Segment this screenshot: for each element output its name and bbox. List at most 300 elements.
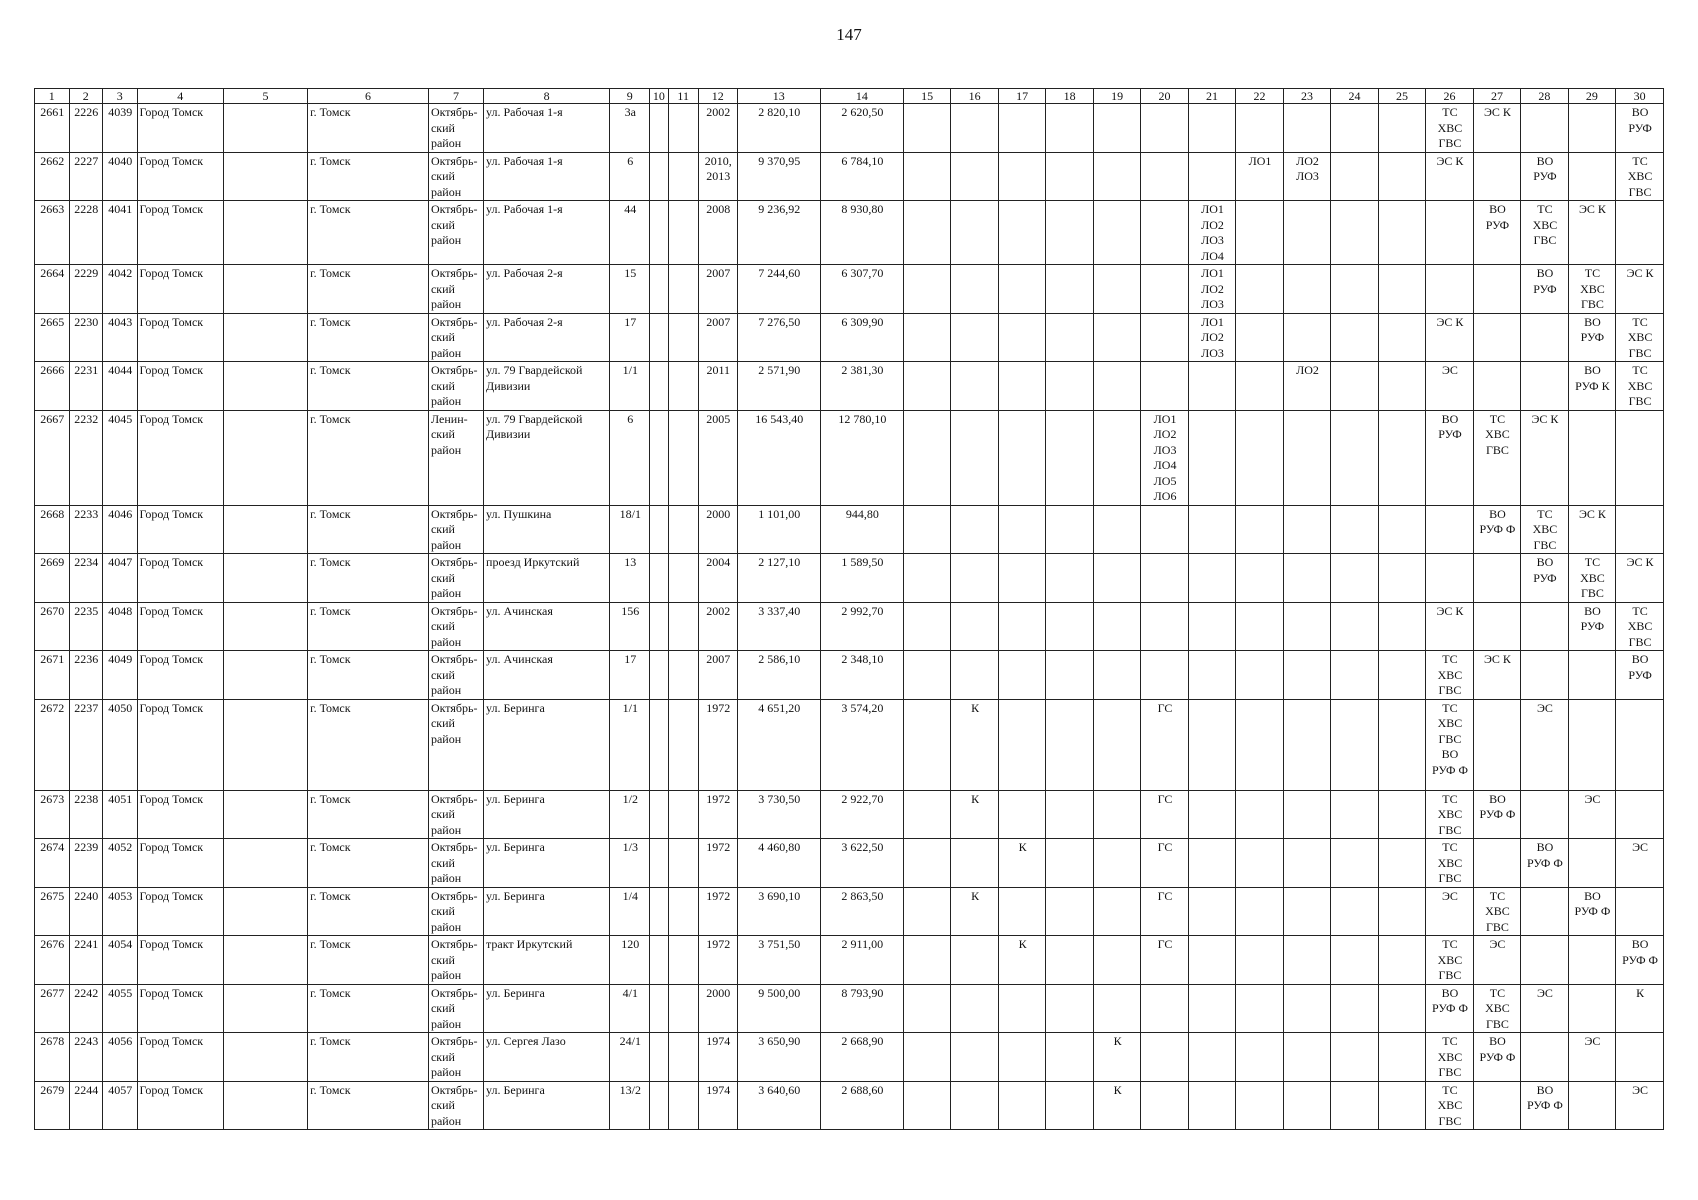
table-cell-col-2: 2234 [69, 554, 102, 603]
table-cell-col-29 [1568, 936, 1615, 985]
column-header-6: 6 [308, 89, 429, 104]
table-cell-col-29: ВО РУФ К [1568, 362, 1615, 411]
table-cell-col-6: г. Томск [308, 936, 429, 985]
table-cell-col-1: 2676 [35, 936, 70, 985]
table-cell-col-12: 1974 [698, 1033, 737, 1082]
table-cell-col-30 [1616, 887, 1664, 936]
table-cell-col-22 [1236, 554, 1283, 603]
table-cell-col-30: ТС ХВС ГВС [1616, 362, 1664, 411]
table-cell-col-21 [1188, 410, 1235, 505]
table-cell-col-5 [223, 887, 307, 936]
table-cell-col-15 [903, 265, 950, 314]
table-cell-col-18 [1046, 410, 1093, 505]
column-header-19: 19 [1093, 89, 1140, 104]
table-cell-col-20 [1141, 602, 1188, 651]
table-row [35, 362, 1664, 411]
table-cell-col-20 [1141, 265, 1188, 314]
table-cell-col-12: 2000 [698, 505, 737, 554]
table-cell-col-9: 4/1 [610, 984, 650, 1033]
table-cell-col-4: Город Томск [137, 505, 223, 554]
table-cell-col-23 [1283, 936, 1330, 985]
table-cell-col-7: Октябрь- ский район [428, 554, 483, 603]
table-cell-col-21 [1188, 790, 1235, 839]
table-cell-col-16 [951, 410, 998, 505]
table-cell-col-19 [1093, 104, 1140, 153]
table-cell-col-15 [903, 790, 950, 839]
table-cell-col-18 [1046, 554, 1093, 603]
table-cell-col-8: ул. Сергея Лазо [484, 1033, 610, 1082]
table-cell-col-15 [903, 505, 950, 554]
table-cell-col-24 [1331, 699, 1378, 790]
table-cell-col-15 [903, 201, 950, 265]
table-cell-col-6: г. Томск [308, 554, 429, 603]
table-cell-col-14: 2 863,50 [820, 887, 903, 936]
table-cell-col-7: Октябрь- ский район [428, 699, 483, 790]
table-cell-col-14: 6 307,70 [820, 265, 903, 314]
table-cell-col-22 [1236, 936, 1283, 985]
table-cell-col-16: К [951, 699, 998, 790]
table-cell-col-16 [951, 265, 998, 314]
table-cell-col-21 [1188, 554, 1235, 603]
table-cell-col-11 [668, 554, 698, 603]
table-cell-col-24 [1331, 505, 1378, 554]
table-cell-col-10 [650, 265, 668, 314]
table-cell-col-8: ул. Беринга [484, 839, 610, 888]
table-cell-col-20: ГС [1141, 936, 1188, 985]
table-cell-col-23 [1283, 410, 1330, 505]
table-cell-col-22 [1236, 790, 1283, 839]
table-cell-col-22 [1236, 104, 1283, 153]
table-cell-col-3: 4049 [102, 651, 137, 700]
table-cell-col-10 [650, 505, 668, 554]
table-cell-col-29: ВО РУФ Ф [1568, 887, 1615, 936]
table-cell-col-21 [1188, 362, 1235, 411]
table-cell-col-24 [1331, 1081, 1378, 1130]
table-cell-col-30: ВО РУФ [1616, 104, 1664, 153]
table-cell-col-1: 2666 [35, 362, 70, 411]
table-cell-col-3: 4045 [102, 410, 137, 505]
table-cell-col-4: Город Томск [137, 152, 223, 201]
table-cell-col-15 [903, 602, 950, 651]
table-cell-col-3: 4052 [102, 839, 137, 888]
table-cell-col-20 [1141, 201, 1188, 265]
table-cell-col-28: ВО РУФ [1521, 554, 1568, 603]
table-cell-col-21: ЛО1 ЛО2 ЛО3 [1188, 313, 1235, 362]
table-cell-col-10 [650, 152, 668, 201]
table-cell-col-12: 2005 [698, 410, 737, 505]
table-cell-col-2: 2229 [69, 265, 102, 314]
table-cell-col-2: 2237 [69, 699, 102, 790]
table-cell-col-11 [668, 839, 698, 888]
table-cell-col-10 [650, 1033, 668, 1082]
table-cell-col-22 [1236, 265, 1283, 314]
table-cell-col-7: Ленин- ский район [428, 410, 483, 505]
table-cell-col-11 [668, 936, 698, 985]
table-cell-col-1: 2669 [35, 554, 70, 603]
table-cell-col-1: 2668 [35, 505, 70, 554]
table-cell-col-23 [1283, 554, 1330, 603]
table-cell-col-2: 2232 [69, 410, 102, 505]
table-cell-col-22 [1236, 887, 1283, 936]
table-cell-col-8: проезд Иркутский [484, 554, 610, 603]
table-cell-col-17 [998, 554, 1045, 603]
table-cell-col-13: 7 244,60 [737, 265, 820, 314]
table-cell-col-25 [1378, 265, 1425, 314]
table-cell-col-12: 2002 [698, 104, 737, 153]
table-cell-col-23 [1283, 984, 1330, 1033]
table-cell-col-23 [1283, 201, 1330, 265]
table-cell-col-9: 156 [610, 602, 650, 651]
table-cell-col-16 [951, 152, 998, 201]
table-cell-col-7: Октябрь- ский район [428, 936, 483, 985]
page-number: 147 [836, 25, 862, 44]
table-cell-col-13: 4 460,80 [737, 839, 820, 888]
table-cell-col-30 [1616, 505, 1664, 554]
table-cell-col-1: 2671 [35, 651, 70, 700]
table-cell-col-10 [650, 1081, 668, 1130]
table-cell-col-13: 9 370,95 [737, 152, 820, 201]
table-cell-col-12: 2007 [698, 265, 737, 314]
table-cell-col-25 [1378, 790, 1425, 839]
table-cell-col-22 [1236, 410, 1283, 505]
table-cell-col-26: ТС ХВС ГВС [1426, 1081, 1473, 1130]
column-header-14: 14 [820, 89, 903, 104]
table-cell-col-12: 2008 [698, 201, 737, 265]
table-cell-col-24 [1331, 104, 1378, 153]
table-cell-col-24 [1331, 1033, 1378, 1082]
table-row [35, 936, 1664, 985]
table-cell-col-27: ВО РУФ Ф [1473, 1033, 1520, 1082]
table-cell-col-14: 12 780,10 [820, 410, 903, 505]
table-cell-col-25 [1378, 505, 1425, 554]
table-cell-col-27 [1473, 265, 1520, 314]
table-cell-col-1: 2663 [35, 201, 70, 265]
column-header-11: 11 [668, 89, 698, 104]
table-cell-col-30: ВО РУФ [1616, 651, 1664, 700]
table-row [35, 839, 1664, 888]
table-cell-col-6: г. Томск [308, 1081, 429, 1130]
table-cell-col-28 [1521, 602, 1568, 651]
table-cell-col-22 [1236, 1081, 1283, 1130]
table-cell-col-2: 2233 [69, 505, 102, 554]
table-cell-col-15 [903, 651, 950, 700]
table-cell-col-8: ул. Рабочая 1-я [484, 152, 610, 201]
table-cell-col-23 [1283, 839, 1330, 888]
table-cell-col-3: 4051 [102, 790, 137, 839]
table-cell-col-12: 2004 [698, 554, 737, 603]
table-cell-col-3: 4048 [102, 602, 137, 651]
table-cell-col-6: г. Томск [308, 839, 429, 888]
column-header-26: 26 [1426, 89, 1473, 104]
table-cell-col-5 [223, 699, 307, 790]
table-cell-col-3: 4050 [102, 699, 137, 790]
table-cell-col-20: ГС [1141, 699, 1188, 790]
table-cell-col-29 [1568, 651, 1615, 700]
table-cell-col-23 [1283, 602, 1330, 651]
table-cell-col-19 [1093, 887, 1140, 936]
table-cell-col-9: 15 [610, 265, 650, 314]
table-row [35, 1033, 1664, 1082]
table-cell-col-7: Октябрь- ский район [428, 602, 483, 651]
table-cell-col-17 [998, 104, 1045, 153]
table-cell-col-23 [1283, 313, 1330, 362]
table-cell-col-25 [1378, 984, 1425, 1033]
table-cell-col-11 [668, 699, 698, 790]
table-cell-col-9: 44 [610, 201, 650, 265]
table-cell-col-11 [668, 887, 698, 936]
table-cell-col-5 [223, 790, 307, 839]
table-cell-col-18 [1046, 265, 1093, 314]
table-cell-col-5 [223, 104, 307, 153]
table-cell-col-7: Октябрь- ский район [428, 265, 483, 314]
table-cell-col-28 [1521, 313, 1568, 362]
table-cell-col-27: ВО РУФ Ф [1473, 790, 1520, 839]
table-cell-col-21 [1188, 1081, 1235, 1130]
table-cell-col-1: 2670 [35, 602, 70, 651]
table-cell-col-30: ВО РУФ Ф [1616, 936, 1664, 985]
table-cell-col-8: ул. Рабочая 1-я [484, 201, 610, 265]
table-cell-col-24 [1331, 839, 1378, 888]
column-header-25: 25 [1378, 89, 1425, 104]
table-cell-col-2: 2235 [69, 602, 102, 651]
table-cell-col-21 [1188, 839, 1235, 888]
table-cell-col-1: 2679 [35, 1081, 70, 1130]
table-cell-col-30 [1616, 1033, 1664, 1082]
table-cell-col-13: 3 751,50 [737, 936, 820, 985]
table-cell-col-14: 2 911,00 [820, 936, 903, 985]
table-cell-col-29 [1568, 104, 1615, 153]
table-cell-col-9: 1/4 [610, 887, 650, 936]
table-cell-col-13: 9 236,92 [737, 201, 820, 265]
table-cell-col-14: 6 309,90 [820, 313, 903, 362]
table-cell-col-17 [998, 362, 1045, 411]
table-cell-col-20 [1141, 505, 1188, 554]
table-cell-col-11 [668, 505, 698, 554]
table-cell-col-29: ВО РУФ [1568, 313, 1615, 362]
column-header-17: 17 [998, 89, 1045, 104]
table-cell-col-2: 2239 [69, 839, 102, 888]
table-cell-col-19 [1093, 936, 1140, 985]
table-cell-col-18 [1046, 313, 1093, 362]
table-cell-col-24 [1331, 554, 1378, 603]
table-cell-col-18 [1046, 887, 1093, 936]
table-cell-col-14: 2 620,50 [820, 104, 903, 153]
table-cell-col-22 [1236, 699, 1283, 790]
table-cell-col-25 [1378, 152, 1425, 201]
table-cell-col-20: ГС [1141, 790, 1188, 839]
table-cell-col-10 [650, 410, 668, 505]
table-cell-col-23 [1283, 790, 1330, 839]
table-cell-col-6: г. Томск [308, 651, 429, 700]
table-cell-col-24 [1331, 651, 1378, 700]
table-cell-col-21 [1188, 936, 1235, 985]
table-cell-col-12: 1974 [698, 1081, 737, 1130]
table-cell-col-27 [1473, 602, 1520, 651]
table-cell-col-26 [1426, 554, 1473, 603]
table-cell-col-18 [1046, 104, 1093, 153]
table-cell-col-26: ТС ХВС ГВС [1426, 839, 1473, 888]
table-cell-col-12: 2002 [698, 602, 737, 651]
table-cell-col-6: г. Томск [308, 505, 429, 554]
table-cell-col-4: Город Томск [137, 984, 223, 1033]
table-cell-col-2: 2240 [69, 887, 102, 936]
table-cell-col-18 [1046, 699, 1093, 790]
table-cell-col-2: 2242 [69, 984, 102, 1033]
table-cell-col-18 [1046, 201, 1093, 265]
table-cell-col-1: 2665 [35, 313, 70, 362]
table-cell-col-10 [650, 602, 668, 651]
table-row [35, 554, 1664, 603]
table-cell-col-2: 2231 [69, 362, 102, 411]
table-cell-col-19 [1093, 984, 1140, 1033]
table-cell-col-20 [1141, 104, 1188, 153]
table-cell-col-14: 2 992,70 [820, 602, 903, 651]
table-cell-col-27: ТС ХВС ГВС [1473, 887, 1520, 936]
table-cell-col-17 [998, 152, 1045, 201]
table-cell-col-18 [1046, 839, 1093, 888]
table-cell-col-13: 7 276,50 [737, 313, 820, 362]
table-cell-col-26: ТС ХВС ГВС [1426, 651, 1473, 700]
table-row [35, 887, 1664, 936]
table-cell-col-19 [1093, 152, 1140, 201]
table-cell-col-30: ТС ХВС ГВС [1616, 152, 1664, 201]
table-cell-col-19: К [1093, 1033, 1140, 1082]
table-cell-col-19 [1093, 790, 1140, 839]
table-cell-col-18 [1046, 505, 1093, 554]
table-cell-col-11 [668, 602, 698, 651]
table-cell-col-13: 2 127,10 [737, 554, 820, 603]
table-cell-col-13: 4 651,20 [737, 699, 820, 790]
column-header-30: 30 [1616, 89, 1664, 104]
table-cell-col-26: ТС ХВС ГВС [1426, 936, 1473, 985]
column-header-18: 18 [1046, 89, 1093, 104]
table-row [35, 104, 1664, 153]
table-cell-col-3: 4056 [102, 1033, 137, 1082]
table-cell-col-18 [1046, 651, 1093, 700]
table-cell-col-7: Октябрь- ский район [428, 104, 483, 153]
table-cell-col-24 [1331, 362, 1378, 411]
column-header-29: 29 [1568, 89, 1615, 104]
table-cell-col-29: ЭС [1568, 1033, 1615, 1082]
table-cell-col-10 [650, 699, 668, 790]
table-cell-col-21 [1188, 505, 1235, 554]
table-cell-col-6: г. Томск [308, 602, 429, 651]
table-cell-col-16 [951, 362, 998, 411]
table-cell-col-11 [668, 1033, 698, 1082]
table-cell-col-8: ул. Рабочая 2-я [484, 265, 610, 314]
table-cell-col-2: 2227 [69, 152, 102, 201]
table-cell-col-9: 3а [610, 104, 650, 153]
column-header-7: 7 [428, 89, 483, 104]
table-cell-col-12: 1972 [698, 839, 737, 888]
column-header-20: 20 [1141, 89, 1188, 104]
table-cell-col-4: Город Томск [137, 410, 223, 505]
column-header-21: 21 [1188, 89, 1235, 104]
table-cell-col-13: 3 640,60 [737, 1081, 820, 1130]
table-cell-col-26: ТС ХВС ГВС ВО РУФ Ф [1426, 699, 1473, 790]
table-cell-col-3: 4040 [102, 152, 137, 201]
table-cell-col-17 [998, 201, 1045, 265]
table-cell-col-8: ул. Ачинская [484, 651, 610, 700]
table-cell-col-29 [1568, 410, 1615, 505]
table-cell-col-30: К [1616, 984, 1664, 1033]
table-cell-col-17 [998, 1033, 1045, 1082]
table-cell-col-27: ВО РУФ [1473, 201, 1520, 265]
table-cell-col-20 [1141, 362, 1188, 411]
table-cell-col-7: Октябрь- ский район [428, 887, 483, 936]
table-cell-col-29 [1568, 1081, 1615, 1130]
table-cell-col-17: К [998, 936, 1045, 985]
table-cell-col-18 [1046, 936, 1093, 985]
table-row [35, 984, 1664, 1033]
table-cell-col-16 [951, 1033, 998, 1082]
column-header-23: 23 [1283, 89, 1330, 104]
table-cell-col-22 [1236, 362, 1283, 411]
table-cell-col-30: ЭС К [1616, 265, 1664, 314]
table-cell-col-13: 3 730,50 [737, 790, 820, 839]
table-cell-col-9: 17 [610, 313, 650, 362]
table-cell-col-24 [1331, 790, 1378, 839]
table-cell-col-10 [650, 790, 668, 839]
column-header-1: 1 [35, 89, 70, 104]
table-cell-col-10 [650, 651, 668, 700]
table-cell-col-6: г. Томск [308, 152, 429, 201]
table-cell-col-29: ЭС [1568, 790, 1615, 839]
column-header-13: 13 [737, 89, 820, 104]
table-cell-col-15 [903, 839, 950, 888]
column-header-15: 15 [903, 89, 950, 104]
table-cell-col-15 [903, 410, 950, 505]
table-cell-col-9: 13/2 [610, 1081, 650, 1130]
table-cell-col-9: 13 [610, 554, 650, 603]
table-cell-col-21 [1188, 1033, 1235, 1082]
table-cell-col-4: Город Томск [137, 1033, 223, 1082]
table-cell-col-12: 1972 [698, 790, 737, 839]
table-cell-col-8: ул. 79 Гвардейской Дивизии [484, 410, 610, 505]
table-cell-col-3: 4047 [102, 554, 137, 603]
column-header-24: 24 [1331, 89, 1378, 104]
table-cell-col-27 [1473, 839, 1520, 888]
table-cell-col-16: К [951, 790, 998, 839]
table-cell-col-20: ГС [1141, 839, 1188, 888]
table-cell-col-6: г. Томск [308, 1033, 429, 1082]
table-cell-col-13: 2 820,10 [737, 104, 820, 153]
table-cell-col-6: г. Томск [308, 313, 429, 362]
table-cell-col-12: 2000 [698, 984, 737, 1033]
table-cell-col-2: 2228 [69, 201, 102, 265]
table-cell-col-25 [1378, 554, 1425, 603]
table-cell-col-9: 17 [610, 651, 650, 700]
column-header-12: 12 [698, 89, 737, 104]
table-cell-col-20 [1141, 1033, 1188, 1082]
housing-registry-table [34, 88, 1664, 1130]
table-cell-col-7: Октябрь- ский район [428, 790, 483, 839]
table-cell-col-19 [1093, 839, 1140, 888]
table-cell-col-20 [1141, 1081, 1188, 1130]
table-cell-col-15 [903, 1081, 950, 1130]
table-cell-col-20 [1141, 651, 1188, 700]
table-row [35, 790, 1664, 839]
table-cell-col-9: 6 [610, 152, 650, 201]
table-cell-col-28: ТС ХВС ГВС [1521, 201, 1568, 265]
table-cell-col-26: ЭС [1426, 362, 1473, 411]
table-cell-col-9: 1/1 [610, 699, 650, 790]
table-cell-col-27: ЭС К [1473, 651, 1520, 700]
table-cell-col-12: 2007 [698, 651, 737, 700]
table-cell-col-29: ВО РУФ [1568, 602, 1615, 651]
table-cell-col-16 [951, 554, 998, 603]
table-cell-col-16 [951, 651, 998, 700]
